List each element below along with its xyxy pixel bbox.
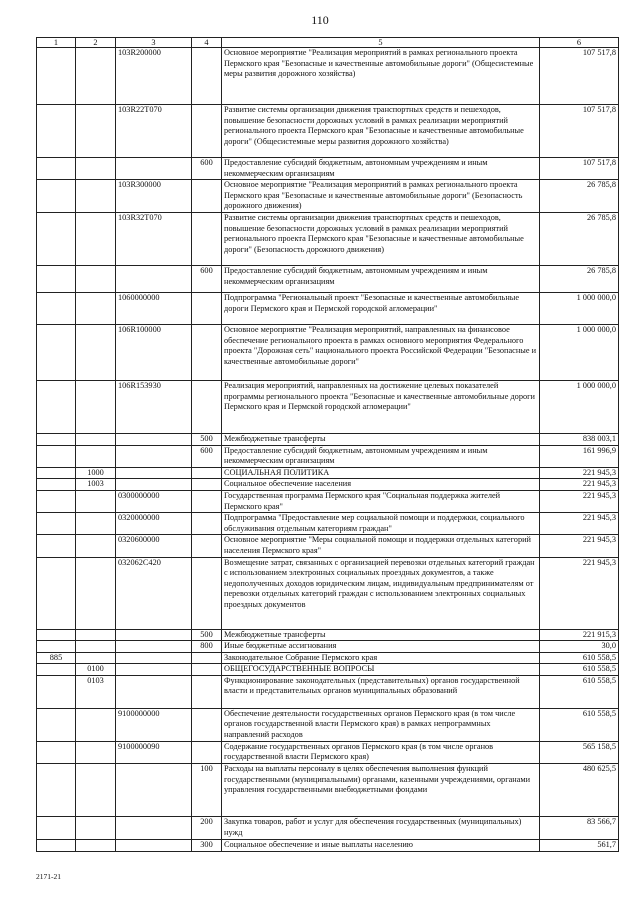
cell-col-5: Расходы на выплаты персоналу в целях обеспечения выполнения функций государственными (муниципальными) органами, казенными учреждениями, органами управления государственными внебюджетными фондами	[222, 764, 540, 817]
cell-col-2	[76, 105, 116, 158]
cell-col-3	[116, 764, 192, 817]
cell-col-3	[116, 675, 192, 708]
cell-col-2: 1003	[76, 479, 116, 491]
cell-col-2	[76, 292, 116, 324]
cell-col-2	[76, 535, 116, 557]
cell-col-1	[37, 513, 76, 535]
cell-col-6: 107 517,8	[540, 105, 619, 158]
cell-col-4: 600	[192, 265, 222, 292]
cell-col-4	[192, 48, 222, 105]
table-row	[37, 764, 619, 817]
cell-col-4	[192, 513, 222, 535]
cell-col-3	[116, 265, 192, 292]
cell-col-2	[76, 652, 116, 664]
cell-col-1	[37, 433, 76, 445]
cell-col-5: Реализация мероприятий, направленных на достижение целевых показателей программы регионального проекта "Безопасные и качественные автомобильные дороги Пермского края и Пермской городской агломерации"	[222, 380, 540, 433]
cell-col-6: 83 566,7	[540, 817, 619, 840]
cell-col-2	[76, 48, 116, 105]
cell-col-3	[116, 641, 192, 653]
table-row	[37, 467, 619, 479]
page-number: 110	[311, 13, 329, 27]
cell-col-1	[37, 265, 76, 292]
cell-col-4	[192, 324, 222, 380]
column-header-1: 1	[37, 38, 76, 48]
table-row	[37, 513, 619, 535]
cell-col-6: 221 945,3	[540, 513, 619, 535]
cell-col-5: Развитие системы организации движения транспортных средств и пешеходов, повышение безопасности дорожных условий в рамках реализации мероприятий регионального проекта Пермского края "Безопасные и качественные автомобильные дороги" (Общесистемные меры развития дорожного хозяйства)	[222, 105, 540, 158]
cell-col-6: 221 945,3	[540, 535, 619, 557]
cell-col-4	[192, 708, 222, 741]
cell-col-4	[192, 490, 222, 512]
cell-col-2	[76, 433, 116, 445]
cell-col-3	[116, 664, 192, 676]
cell-col-6: 1 000 000,0	[540, 380, 619, 433]
table-row	[37, 105, 619, 158]
cell-col-1	[37, 708, 76, 741]
cell-col-3	[116, 817, 192, 840]
column-header-2: 2	[76, 38, 116, 48]
cell-col-3: 9100000090	[116, 741, 192, 763]
table-row	[37, 490, 619, 512]
cell-col-3	[116, 433, 192, 445]
cell-col-5: Межбюджетные трансферты	[222, 629, 540, 641]
cell-col-3	[116, 629, 192, 641]
cell-col-4	[192, 292, 222, 324]
cell-col-6: 26 785,8	[540, 212, 619, 265]
cell-col-6: 480 625,5	[540, 764, 619, 817]
cell-col-3: 103R22T070	[116, 105, 192, 158]
cell-col-6: 221 915,3	[540, 629, 619, 641]
table-row	[37, 158, 619, 180]
cell-col-3: 103R300000	[116, 180, 192, 213]
cell-col-6: 565 158,5	[540, 741, 619, 763]
cell-col-4	[192, 557, 222, 629]
cell-col-2	[76, 741, 116, 763]
cell-col-5: Межбюджетные трансферты	[222, 433, 540, 445]
cell-col-5: Иные бюджетные ассигнования	[222, 641, 540, 653]
cell-col-6: 610 558,5	[540, 708, 619, 741]
cell-col-2	[76, 445, 116, 467]
cell-col-4	[192, 467, 222, 479]
cell-col-6: 610 558,5	[540, 664, 619, 676]
cell-col-4	[192, 664, 222, 676]
cell-col-1	[37, 764, 76, 817]
cell-col-3: 106R153930	[116, 380, 192, 433]
cell-col-4	[192, 675, 222, 708]
cell-col-4: 800	[192, 641, 222, 653]
cell-col-1	[37, 445, 76, 467]
cell-col-1	[37, 105, 76, 158]
cell-col-6: 221 945,3	[540, 557, 619, 629]
cell-col-1	[37, 741, 76, 763]
cell-col-1	[37, 292, 76, 324]
cell-col-1	[37, 629, 76, 641]
table-row	[37, 292, 619, 324]
cell-col-5: Предоставление субсидий бюджетным, автономным учреждениям и иным некоммерческим организациям	[222, 265, 540, 292]
cell-col-4	[192, 479, 222, 491]
cell-col-1	[37, 48, 76, 105]
cell-col-5: Подпрограмма "Региональный проект "Безопасные и качественные автомобильные дороги Пермского края и Пермской городской агломерации"	[222, 292, 540, 324]
cell-col-6: 107 517,8	[540, 48, 619, 105]
table-row	[37, 641, 619, 653]
cell-col-4	[192, 535, 222, 557]
table-row	[37, 535, 619, 557]
table-row	[37, 629, 619, 641]
cell-col-2	[76, 557, 116, 629]
table-row	[37, 675, 619, 708]
cell-col-5: Функционирование законодательных (представительных) органов государственной власти и представительных органов муниципальных образований	[222, 675, 540, 708]
cell-col-5: Социальное обеспечение и иные выплаты населению	[222, 840, 540, 852]
cell-col-3: 032062C420	[116, 557, 192, 629]
table-row	[37, 708, 619, 741]
cell-col-6: 221 945,3	[540, 490, 619, 512]
cell-col-5: Закупка товаров, работ и услуг для обеспечения государственных (муниципальных) нужд	[222, 817, 540, 840]
table-row	[37, 212, 619, 265]
cell-col-3: 1060000000	[116, 292, 192, 324]
cell-col-1	[37, 817, 76, 840]
cell-col-6: 1 000 000,0	[540, 324, 619, 380]
table-row	[37, 817, 619, 840]
table-row	[37, 380, 619, 433]
table-row	[37, 840, 619, 852]
cell-col-3	[116, 479, 192, 491]
cell-col-2	[76, 764, 116, 817]
cell-col-3	[116, 467, 192, 479]
cell-col-4: 500	[192, 629, 222, 641]
cell-col-1: 885	[37, 652, 76, 664]
cell-col-5: Содержание государственных органов Пермского края (в том числе органов государственной власти Пермского края)	[222, 741, 540, 763]
cell-col-5: Основное мероприятие "Меры социальной помощи и поддержки отдельных категорий населения Пермского края"	[222, 535, 540, 557]
cell-col-6: 838 003,1	[540, 433, 619, 445]
cell-col-4: 200	[192, 817, 222, 840]
table-row	[37, 652, 619, 664]
cell-col-4: 600	[192, 158, 222, 180]
cell-col-2: 0103	[76, 675, 116, 708]
cell-col-5: СОЦИАЛЬНАЯ ПОЛИТИКА	[222, 467, 540, 479]
cell-col-2	[76, 180, 116, 213]
cell-col-2	[76, 840, 116, 852]
cell-col-3: 0300000000	[116, 490, 192, 512]
cell-col-3	[116, 652, 192, 664]
cell-col-5: Развитие системы организации движения транспортных средств и пешеходов, повышение безопасности дорожных условий в рамках реализации мероприятий регионального проекта Пермского края "Безопасные и качественные автомобильные дороги" (Безопасность дорожного движения)	[222, 212, 540, 265]
cell-col-1	[37, 380, 76, 433]
cell-col-6: 610 558,5	[540, 675, 619, 708]
table-row	[37, 741, 619, 763]
cell-col-5: Законодательное Собрание Пермского края	[222, 652, 540, 664]
cell-col-6: 561,7	[540, 840, 619, 852]
cell-col-2	[76, 212, 116, 265]
cell-col-5: Подпрограмма "Предоставление мер социальной помощи и поддержки, социального обслуживания отдельным категориям граждан"	[222, 513, 540, 535]
cell-col-2: 1000	[76, 467, 116, 479]
table-row	[37, 445, 619, 467]
cell-col-1	[37, 324, 76, 380]
cell-col-2: 0100	[76, 664, 116, 676]
cell-col-4	[192, 180, 222, 213]
cell-col-3	[116, 158, 192, 180]
cell-col-1	[37, 675, 76, 708]
cell-col-1	[37, 664, 76, 676]
cell-col-3	[116, 840, 192, 852]
cell-col-1	[37, 479, 76, 491]
cell-col-1	[37, 535, 76, 557]
cell-col-5: Возмещение затрат, связанных с организацией перевозки отдельных категорий граждан с использованием электронных социальных проездных документов, а также недополученных доходов юридическим лицам, индивидуальным предпринимателям от перевозки отдельных категорий граждан с использованием электронных социальных проездных документов	[222, 557, 540, 629]
cell-col-3: 103R32T070	[116, 212, 192, 265]
cell-col-4	[192, 380, 222, 433]
cell-col-4: 300	[192, 840, 222, 852]
cell-col-1	[37, 180, 76, 213]
cell-col-5: Социальное обеспечение населения	[222, 479, 540, 491]
cell-col-3: 0320000000	[116, 513, 192, 535]
cell-col-6: 1 000 000,0	[540, 292, 619, 324]
cell-col-2	[76, 265, 116, 292]
cell-col-2	[76, 629, 116, 641]
table-row	[37, 180, 619, 213]
table-row	[37, 48, 619, 105]
cell-col-3: 106R100000	[116, 324, 192, 380]
cell-col-4	[192, 212, 222, 265]
cell-col-2	[76, 490, 116, 512]
cell-col-2	[76, 708, 116, 741]
footer-code: 2171-21	[36, 872, 61, 881]
cell-col-3: 0320600000	[116, 535, 192, 557]
cell-col-2	[76, 324, 116, 380]
cell-col-5: Основное мероприятие "Реализация мероприятий, направленных на финансовое обеспечение регионального проекта в рамках основного мероприятия Федерального проекта "Дорожная сеть" национального проекта Российской Федерации "Безопасные и качественные автомобильные дороги"	[222, 324, 540, 380]
table-row	[37, 479, 619, 491]
column-header-4: 4	[192, 38, 222, 48]
cell-col-2	[76, 158, 116, 180]
cell-col-5: Основное мероприятие "Реализация мероприятий в рамках регионального проекта Пермского края "Безопасные и качественные автомобильные дороги" (Общесистемные меры развития дорожного хозяйства)	[222, 48, 540, 105]
cell-col-2	[76, 380, 116, 433]
cell-col-4: 100	[192, 764, 222, 817]
column-header-6: 6	[540, 38, 619, 48]
cell-col-2	[76, 817, 116, 840]
cell-col-6: 221 945,3	[540, 467, 619, 479]
cell-col-1	[37, 641, 76, 653]
cell-col-6: 610 558,5	[540, 652, 619, 664]
cell-col-4: 500	[192, 433, 222, 445]
cell-col-4	[192, 105, 222, 158]
cell-col-1	[37, 467, 76, 479]
cell-col-5: Предоставление субсидий бюджетным, автономным учреждениям и иным некоммерческим организациям	[222, 158, 540, 180]
cell-col-4: 600	[192, 445, 222, 467]
cell-col-2	[76, 641, 116, 653]
cell-col-6: 161 996,9	[540, 445, 619, 467]
cell-col-5: Государственная программа Пермского края "Социальная поддержка жителей Пермского края"	[222, 490, 540, 512]
cell-col-1	[37, 557, 76, 629]
cell-col-1	[37, 840, 76, 852]
table-row	[37, 557, 619, 629]
cell-col-5: Предоставление субсидий бюджетным, автономным учреждениям и иным некоммерческим организациям	[222, 445, 540, 467]
cell-col-2	[76, 513, 116, 535]
budget-table	[36, 37, 619, 852]
cell-col-4	[192, 741, 222, 763]
cell-col-1	[37, 212, 76, 265]
table-row	[37, 324, 619, 380]
column-header-3: 3	[116, 38, 192, 48]
cell-col-3: 103R200000	[116, 48, 192, 105]
cell-col-6: 30,0	[540, 641, 619, 653]
table-row	[37, 265, 619, 292]
cell-col-1	[37, 490, 76, 512]
cell-col-6: 26 785,8	[540, 180, 619, 213]
cell-col-3: 9100000000	[116, 708, 192, 741]
table-row	[37, 664, 619, 676]
table-header-row	[37, 38, 619, 48]
cell-col-4	[192, 652, 222, 664]
cell-col-6: 221 945,3	[540, 479, 619, 491]
cell-col-6: 107 517,8	[540, 158, 619, 180]
table-row	[37, 433, 619, 445]
cell-col-5: Обеспечение деятельности государственных органов Пермского края (в том числе органов государственной власти Пермского края) в рамках непрограммных направлений расходов	[222, 708, 540, 741]
cell-col-6: 26 785,8	[540, 265, 619, 292]
cell-col-1	[37, 158, 76, 180]
cell-col-3	[116, 445, 192, 467]
cell-col-5: ОБЩЕГОСУДАРСТВЕННЫЕ ВОПРОСЫ	[222, 664, 540, 676]
cell-col-5: Основное мероприятие "Реализация мероприятий в рамках регионального проекта Пермского края "Безопасные и качественные автомобильные дороги" (Безопасность дорожного движения)	[222, 180, 540, 213]
column-header-5: 5	[222, 38, 540, 48]
